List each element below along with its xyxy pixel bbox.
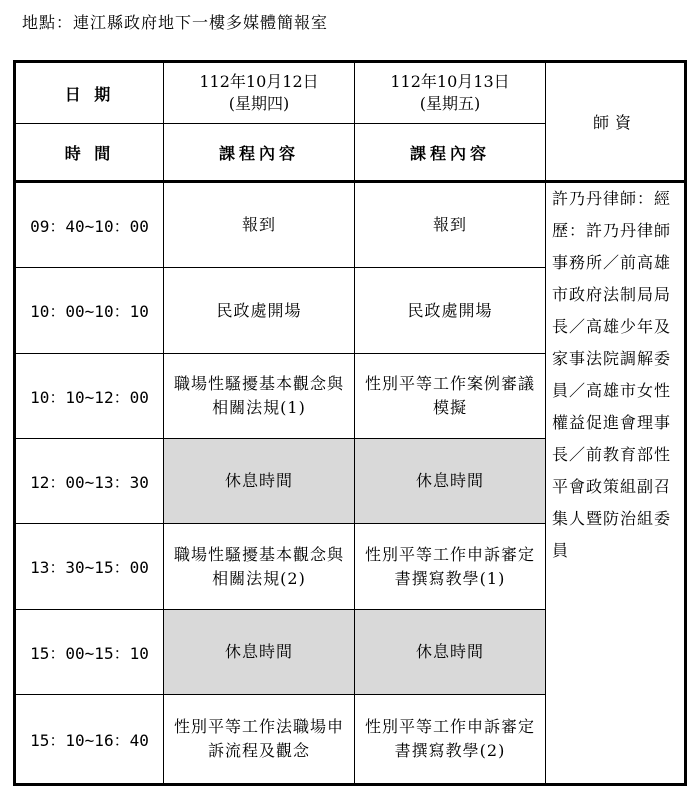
time-slot: 15：10~16：40 <box>15 695 164 785</box>
time-slot: 09：40~10：00 <box>15 182 164 268</box>
time-slot: 13：30~15：00 <box>15 524 164 610</box>
course-label-day1: 課程內容 <box>164 124 355 182</box>
day2-course: 休息時間 <box>355 610 546 695</box>
teacher-info: 許乃丹律師：經歷：許乃丹律師事務所／前高雄市政府法制局局長／高雄少年及家事法院調解委員／高雄市女性權益促進會理事長／前教育部性平會政策組副召集人暨防治組委員 <box>546 182 686 785</box>
day2-course: 報到 <box>355 182 546 268</box>
time-label: 時 間 <box>15 124 164 182</box>
day1-date-cell <box>164 62 355 124</box>
teacher-label: 師資 <box>546 62 686 182</box>
day2-course: 性別平等工作申訴審定書撰寫教學(1) <box>355 524 546 610</box>
day2-date-cell <box>355 62 546 124</box>
course-label-day2: 課程內容 <box>355 124 546 182</box>
location-text: 地點：連江縣政府地下一樓多媒體簡報室 <box>22 13 329 32</box>
day1-course: 休息時間 <box>164 610 355 695</box>
day2-date: 112年10月13日 <box>390 72 510 91</box>
time-slot: 10：10~12：00 <box>15 354 164 439</box>
day2-course: 性別平等工作案例審議模擬 <box>355 354 546 439</box>
time-slot: 12：00~13：30 <box>15 439 164 524</box>
table-row <box>15 182 686 268</box>
date-label: 日 期 <box>15 62 164 124</box>
day1-course: 報到 <box>164 182 355 268</box>
day1-course: 職場性騷擾基本觀念與相關法規(1) <box>164 354 355 439</box>
day1-course: 民政處開場 <box>164 268 355 354</box>
day2-weekday: (星期五) <box>419 94 481 113</box>
time-slot: 15：00~15：10 <box>15 610 164 695</box>
day2-course: 性別平等工作申訴審定書撰寫教學(2) <box>355 695 546 785</box>
schedule-table <box>13 60 687 786</box>
day2-course: 民政處開場 <box>355 268 546 354</box>
day1-course: 職場性騷擾基本觀念與相關法規(2) <box>164 524 355 610</box>
day2-course: 休息時間 <box>355 439 546 524</box>
day1-course: 休息時間 <box>164 439 355 524</box>
header-row-date <box>15 62 686 124</box>
day1-course: 性別平等工作法職場申訴流程及觀念 <box>164 695 355 785</box>
day1-date: 112年10月12日 <box>199 72 319 91</box>
day1-weekday: (星期四) <box>228 94 290 113</box>
time-slot: 10：00~10：10 <box>15 268 164 354</box>
